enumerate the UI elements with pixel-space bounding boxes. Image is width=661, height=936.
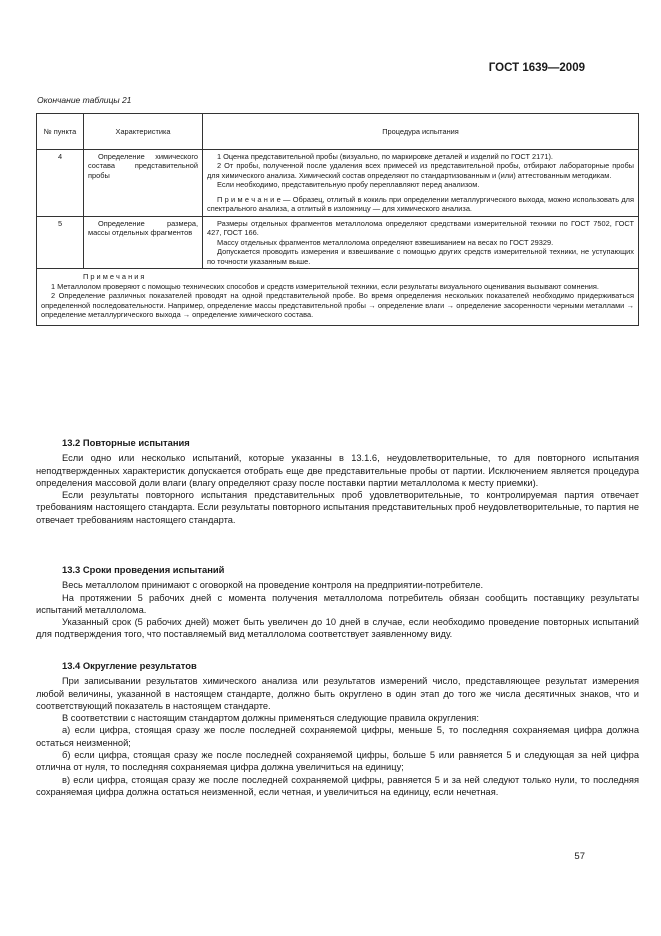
section-13-2: [36, 437, 639, 526]
table-header-row: [37, 114, 639, 150]
note-text: Образец, отлитый в кокиль при определении металлургического выхода, можно использовать для спектрального анализа, а отлитый в изложницу — для химического анализа.: [207, 194, 634, 214]
section-paragraph: В соответствии с настоящим стандартом должны применяться следующие правила округления:: [62, 713, 479, 724]
page-number: 57: [574, 851, 585, 862]
note-item: 2 Определение различных показателей проводят на одной представительной пробе. Во время определения нескольких показателей необходимо придерживаться определенной последовательности. Например, определение массы представительной пробы → определение влаги → определение засоренности черными металлами → определение металлургического выхода → определение химического состава.: [41, 291, 634, 320]
procedure-paragraph: Массу отдельных фрагментов металлолома определяют взвешиванием на весах по ГОСТ 29329.: [217, 237, 554, 247]
notes-title: П р и м е ч а н и я: [83, 272, 145, 282]
procedure-paragraph: Размеры отдельных фрагментов металлолома определяют средствами измерительной техники по ГОСТ 7502, ГОСТ 427, ГОСТ 166.: [207, 218, 634, 238]
row-number: 4: [37, 150, 84, 217]
procedure-note: [207, 195, 634, 214]
row-number: 5: [37, 216, 84, 268]
row-characteristic: [84, 216, 203, 268]
characteristic-text: Определение размера, массы отдельных фрагментов: [88, 218, 198, 238]
section-heading: 13.4 Округление результатов: [62, 660, 197, 671]
col-header-characteristic: Характеристика: [84, 114, 203, 150]
section-heading: 13.2 Повторные испытания: [62, 437, 190, 448]
table-notes-row: [37, 269, 639, 325]
table-row: [37, 216, 639, 268]
row-procedure: [203, 150, 639, 217]
section-paragraph: Указанный срок (5 рабочих дней) может быть увеличен до 10 дней в случае, если необходимо проведение повторных испытаний для подтверждения того, что поставляемый вид металлолома соответствует заявленному виду.: [36, 617, 639, 640]
section-paragraph: При записывании результатов химического анализа или результатов измерений число, представляющее результат измерения любой величины, указанной в настоящем стандарте, должно быть округлено в один этап до того же числа десятичных знаков, что и соответствующий показатель в настоящем стандарте.: [36, 676, 639, 711]
section-paragraph: На протяжении 5 рабочих дней с момента получения металлолома потребитель обязан сообщить поставщику результаты испытаний металлолома.: [36, 592, 639, 615]
col-header-number: № пункта: [37, 114, 84, 150]
table-row: [37, 150, 639, 217]
section-paragraph: Если результаты повторного испытания представительных проб удовлетворительные, то контролируемая партия отвечает требованиям настоящего стандарта. Если результаты повторного испытания представительных проб неудовлетворительные, то партия не отвечает требованиям настоящего стандарта.: [36, 490, 639, 525]
procedure-paragraph: 1 Оценка представительной пробы (визуально, по маркировке деталей и изделий по ГОСТ 2171).: [217, 152, 553, 161]
section-paragraph: а) если цифра, стоящая сразу же после последней сохраняемой цифры, меньше 5, то последняя сохраняемая цифра должна остаться неизменной;: [36, 725, 639, 748]
section-paragraph: в) если цифра, стоящая сразу же после последней сохраняемой цифры, равняется 5 и за ней следуют только нули, то последняя сохраняемая цифра должна остаться неизменной, если четная, и увеличиться на единицу, если нечетная.: [36, 774, 639, 797]
procedure-paragraph: 2 От пробы, полученной после удаления всех примесей из представительной пробы, отбирают лабораторные пробы для химического анализа. Химический состав определяют по стандартизованным и (или) аттестованным методикам.: [207, 161, 634, 180]
section-13-3: [36, 564, 639, 641]
note-item: 1 Металлолом проверяют с помощью технических способов и средств измерительной техники, если результаты визуального оценивания вызывают сомнения.: [51, 281, 599, 291]
row-characteristic: [84, 150, 203, 217]
table-caption: Окончание таблицы 21: [37, 95, 132, 105]
row-procedure: [203, 216, 639, 268]
procedure-paragraph: Допускается проводить измерения и взвешивание с помощью других средств измерительной техники, не уступающих по точности указанным выше.: [207, 247, 634, 266]
section-paragraph: Весь металлолом принимают с оговоркой на проведение контроля на предприятии-потребителе.: [62, 580, 484, 591]
standard-header: ГОСТ 1639—2009: [488, 62, 585, 74]
section-13-4: [36, 660, 639, 798]
procedure-paragraph: Если необходимо, представительную пробу переплавляют перед анализом.: [217, 180, 480, 190]
characteristic-text: Определение химического состава представительной пробы: [88, 152, 198, 180]
note-label: П р и м е ч а н и е —: [217, 194, 291, 204]
section-heading: 13.3 Сроки проведения испытаний: [62, 564, 225, 575]
col-header-procedure: Процедура испытания: [203, 114, 639, 150]
section-paragraph: б) если цифра, стоящая сразу же после последней сохраняемой цифры, больше 5 или равняется 5 и следующая за ней цифра отлична от нуля, то последняя сохраняемая цифра должна увеличиться на единицу;: [36, 750, 639, 773]
table-notes: [37, 269, 639, 325]
test-procedure-table: [36, 113, 639, 326]
section-paragraph: Если одно или несколько испытаний, которые указанны в 13.1.6, неудовлетворительные, то для повторного испытания неподтвержденных характеристик допускается отобрать еще две представительные пробы от партии. Исключением является процедура определения массовой доли влаги (влагу определяют сразу после поставки партии металлолома к месту приемки).: [36, 453, 639, 488]
